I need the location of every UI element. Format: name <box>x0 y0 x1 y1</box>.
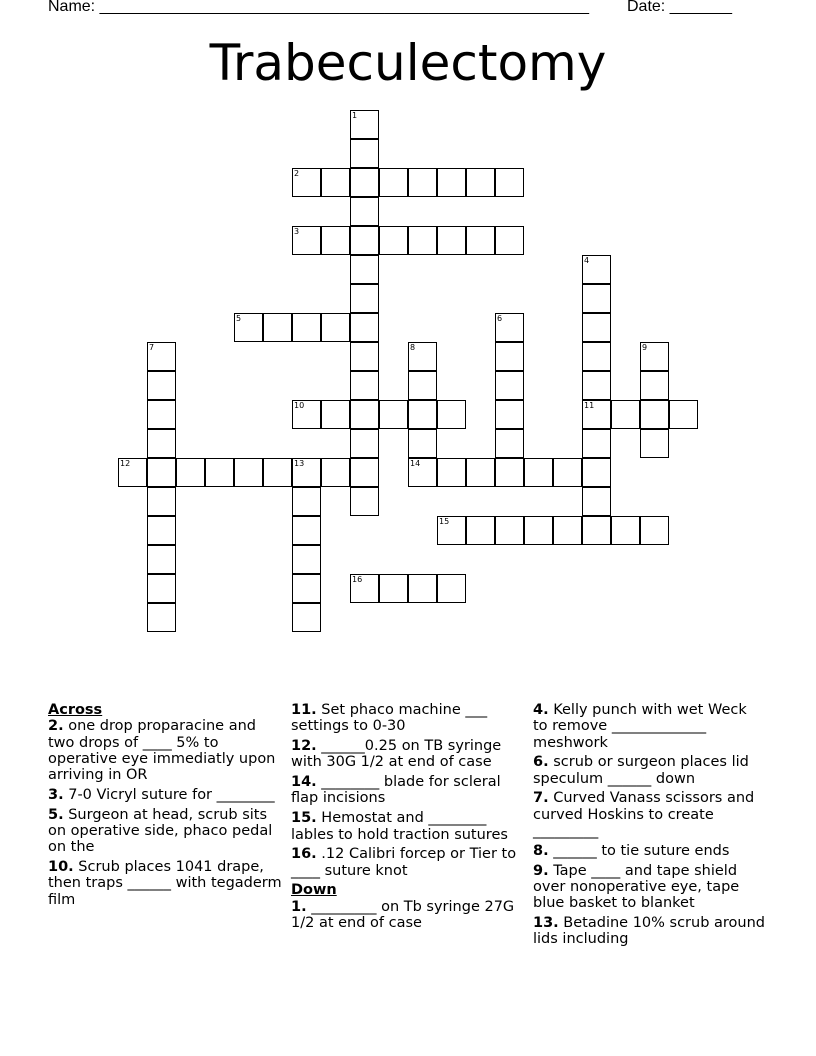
clue-item <box>48 787 283 803</box>
clue-number: 6 <box>497 314 503 323</box>
clue-number: 9 <box>642 343 648 352</box>
grid-cell[interactable] <box>350 139 379 168</box>
clue-number: 16 <box>352 575 363 584</box>
grid-cell[interactable] <box>408 226 437 255</box>
clue-number: 10 <box>294 401 305 410</box>
clue-item <box>48 718 283 783</box>
grid-cell[interactable] <box>379 168 408 197</box>
clue-item <box>291 846 523 879</box>
grid-cell[interactable] <box>495 371 524 400</box>
clue-text: Hemostat and ________ lables to hold traction sutures <box>291 810 508 843</box>
grid-cell[interactable] <box>408 168 437 197</box>
grid-cell[interactable] <box>263 458 292 487</box>
clue-number-label: 5. <box>48 806 64 823</box>
across-heading: Across <box>48 702 103 718</box>
clue-text: _________ on Tb syringe 27G 1/2 at end of case <box>291 898 515 932</box>
clue-number-label: 6. <box>533 754 549 771</box>
grid-cell[interactable] <box>495 313 524 342</box>
grid-cell[interactable] <box>147 342 176 371</box>
grid-cell[interactable] <box>350 574 379 603</box>
grid-cell[interactable] <box>524 458 553 487</box>
across-clue-list <box>48 718 283 908</box>
clue-text: one drop proparacine and two drops of ____ 5% to operative eye immediatly upon arriving in OR <box>48 718 276 784</box>
grid-cell[interactable] <box>640 516 669 545</box>
grid-cell[interactable] <box>582 313 611 342</box>
clues-column-2 <box>291 702 523 935</box>
clue-text: Curved Vanass scissors and curved Hoskins to create _________ <box>533 790 755 840</box>
grid-cell[interactable] <box>408 342 437 371</box>
clue-item <box>48 859 283 908</box>
clue-number: 8 <box>410 343 416 352</box>
grid-cell[interactable] <box>466 458 495 487</box>
grid-cell[interactable] <box>321 168 350 197</box>
grid-cell[interactable] <box>118 458 147 487</box>
clue-text: ________ blade for scleral flap incisions <box>291 774 501 807</box>
clue-item <box>291 738 523 771</box>
clue-number-label: 14. <box>291 774 317 791</box>
grid-cell[interactable] <box>495 168 524 197</box>
grid-cell[interactable] <box>408 458 437 487</box>
clue-item <box>533 790 765 839</box>
clue-item <box>533 843 765 859</box>
grid-cell[interactable] <box>611 400 640 429</box>
grid-cell[interactable] <box>234 313 263 342</box>
date-field-label: Date: _______ <box>627 0 732 15</box>
clue-text: Surgeon at head, scrub sits on operative side, phaco pedal on the <box>48 806 273 856</box>
grid-cell[interactable] <box>582 516 611 545</box>
page-title: Trabeculectomy <box>209 34 607 92</box>
grid-cell[interactable] <box>147 429 176 458</box>
grid-cell[interactable] <box>582 255 611 284</box>
clue-number: 2 <box>294 169 300 178</box>
grid-cell[interactable] <box>350 313 379 342</box>
grid-cell[interactable] <box>495 429 524 458</box>
grid-cell[interactable] <box>466 168 495 197</box>
grid-cell[interactable] <box>147 371 176 400</box>
clue-text: Betadine 10% scrub around lids including <box>533 915 766 948</box>
clue-number: 5 <box>236 314 242 323</box>
grid-cell[interactable] <box>379 400 408 429</box>
clue-number-label: 4. <box>533 702 549 718</box>
clue-number-label: 3. <box>48 786 64 803</box>
grid-cell[interactable] <box>350 197 379 226</box>
down-clue-list-continued <box>533 702 765 948</box>
grid-cell[interactable] <box>582 371 611 400</box>
clue-item <box>291 774 523 807</box>
grid-cell[interactable] <box>147 574 176 603</box>
clue-text: Set phaco machine ___ settings to 0-30 <box>291 702 488 735</box>
clue-item <box>291 702 523 735</box>
grid-cell[interactable] <box>437 226 466 255</box>
clue-number: 4 <box>584 256 590 265</box>
grid-cell[interactable] <box>611 516 640 545</box>
grid-cell[interactable] <box>350 342 379 371</box>
clue-number-label: 16. <box>291 846 317 863</box>
name-field-label: Name: _______________________________________________________ <box>48 0 589 15</box>
grid-cell[interactable] <box>147 400 176 429</box>
grid-cell[interactable] <box>292 313 321 342</box>
grid-cell[interactable] <box>553 458 582 487</box>
grid-cell[interactable] <box>437 458 466 487</box>
grid-cell[interactable] <box>640 342 669 371</box>
grid-cell[interactable] <box>176 458 205 487</box>
grid-cell[interactable] <box>582 458 611 487</box>
grid-cell[interactable] <box>350 284 379 313</box>
clue-number-label: 10. <box>48 859 74 876</box>
grid-cell[interactable] <box>466 226 495 255</box>
grid-cell[interactable] <box>292 487 321 516</box>
clue-text: Scrub places 1041 drape, then traps ______ with tegaderm film <box>48 859 282 908</box>
clue-text: Tape ____ and tape shield over nonoperative eye, tape blue basket to blanket <box>533 862 740 912</box>
grid-cell[interactable] <box>292 168 321 197</box>
clue-number-label: 9. <box>533 862 549 879</box>
grid-cell[interactable] <box>350 255 379 284</box>
grid-cell[interactable] <box>437 574 466 603</box>
grid-cell[interactable] <box>147 603 176 632</box>
grid-cell[interactable] <box>495 342 524 371</box>
clue-number: 3 <box>294 227 300 236</box>
grid-cell[interactable] <box>147 487 176 516</box>
clue-number: 12 <box>120 459 131 468</box>
grid-cell[interactable] <box>582 342 611 371</box>
clue-text: .12 Calibri forcep or Tier to ____ suture knot <box>291 846 517 879</box>
clue-number-label: 11. <box>291 702 317 718</box>
clue-number: 11 <box>584 401 595 410</box>
grid-cell[interactable] <box>147 516 176 545</box>
clue-number-label: 8. <box>533 842 549 859</box>
grid-cell[interactable] <box>350 226 379 255</box>
grid-cell[interactable] <box>321 313 350 342</box>
clue-item <box>533 702 765 751</box>
across-clue-list-continued <box>291 702 523 879</box>
grid-cell[interactable] <box>147 458 176 487</box>
grid-cell[interactable] <box>292 603 321 632</box>
grid-cell[interactable] <box>437 516 466 545</box>
grid-cell[interactable] <box>263 313 292 342</box>
grid-cell[interactable] <box>292 574 321 603</box>
grid-cell[interactable] <box>408 429 437 458</box>
grid-cell[interactable] <box>234 458 263 487</box>
grid-cell[interactable] <box>466 516 495 545</box>
grid-cell[interactable] <box>350 429 379 458</box>
grid-cell[interactable] <box>292 458 321 487</box>
clue-number: 14 <box>410 459 421 468</box>
grid-cell[interactable] <box>495 226 524 255</box>
grid-cell[interactable] <box>437 400 466 429</box>
clue-item <box>533 754 765 787</box>
clue-item <box>291 810 523 843</box>
clue-text: ______ to tie suture ends <box>548 842 730 859</box>
grid-cell[interactable] <box>350 110 379 139</box>
grid-cell[interactable] <box>437 168 466 197</box>
clue-number: 7 <box>149 343 155 352</box>
grid-cell[interactable] <box>205 458 234 487</box>
grid-cell[interactable] <box>553 516 582 545</box>
clue-item <box>48 807 283 856</box>
clue-number-label: 1. <box>291 898 307 915</box>
clue-number-label: 2. <box>48 718 64 735</box>
grid-cell[interactable] <box>640 371 669 400</box>
clue-number-label: 13. <box>533 915 559 932</box>
clue-item <box>533 863 765 912</box>
grid-cell[interactable] <box>582 487 611 516</box>
grid-cell[interactable] <box>379 574 408 603</box>
clue-number-label: 7. <box>533 790 549 807</box>
clue-number-label: 12. <box>291 738 317 755</box>
grid-cell[interactable] <box>582 429 611 458</box>
clue-text: scrub or surgeon places lid speculum ______ down <box>533 754 749 787</box>
down-heading: Down <box>291 882 337 899</box>
clue-number-label: 15. <box>291 810 317 827</box>
grid-cell[interactable] <box>350 458 379 487</box>
grid-cell[interactable] <box>147 545 176 574</box>
grid-cell[interactable] <box>350 371 379 400</box>
grid-cell[interactable] <box>640 400 669 429</box>
clue-number: 13 <box>294 459 305 468</box>
grid-cell[interactable] <box>495 400 524 429</box>
clue-item <box>533 915 765 948</box>
clues-column-3 <box>533 702 765 951</box>
clue-number: 15 <box>439 517 450 526</box>
grid-cell[interactable] <box>292 226 321 255</box>
grid-cell[interactable] <box>321 400 350 429</box>
grid-cell[interactable] <box>321 226 350 255</box>
grid-cell[interactable] <box>350 168 379 197</box>
grid-cell[interactable] <box>408 574 437 603</box>
clue-text: ______0.25 on TB syringe with 30G 1/2 at end of case <box>291 738 502 771</box>
grid-cell[interactable] <box>582 400 611 429</box>
grid-cell[interactable] <box>495 516 524 545</box>
grid-cell[interactable] <box>292 400 321 429</box>
clue-text: Kelly punch with wet Weck to remove _____________ meshwork <box>533 702 747 751</box>
grid-cell[interactable] <box>408 400 437 429</box>
grid-cell[interactable] <box>408 371 437 400</box>
grid-cell[interactable] <box>495 458 524 487</box>
down-clue-list <box>291 899 523 932</box>
grid-cell[interactable] <box>669 400 698 429</box>
grid-cell[interactable] <box>582 284 611 313</box>
clue-number: 1 <box>352 111 358 120</box>
grid-cell[interactable] <box>292 516 321 545</box>
grid-cell[interactable] <box>350 400 379 429</box>
grid-cell[interactable] <box>640 429 669 458</box>
clue-item <box>291 899 523 932</box>
clues-column-1 <box>48 702 283 912</box>
grid-cell[interactable] <box>350 487 379 516</box>
grid-cell[interactable] <box>321 458 350 487</box>
clue-text: 7-0 Vicryl suture for ________ <box>63 786 275 803</box>
grid-cell[interactable] <box>292 545 321 574</box>
grid-cell[interactable] <box>379 226 408 255</box>
grid-cell[interactable] <box>524 516 553 545</box>
